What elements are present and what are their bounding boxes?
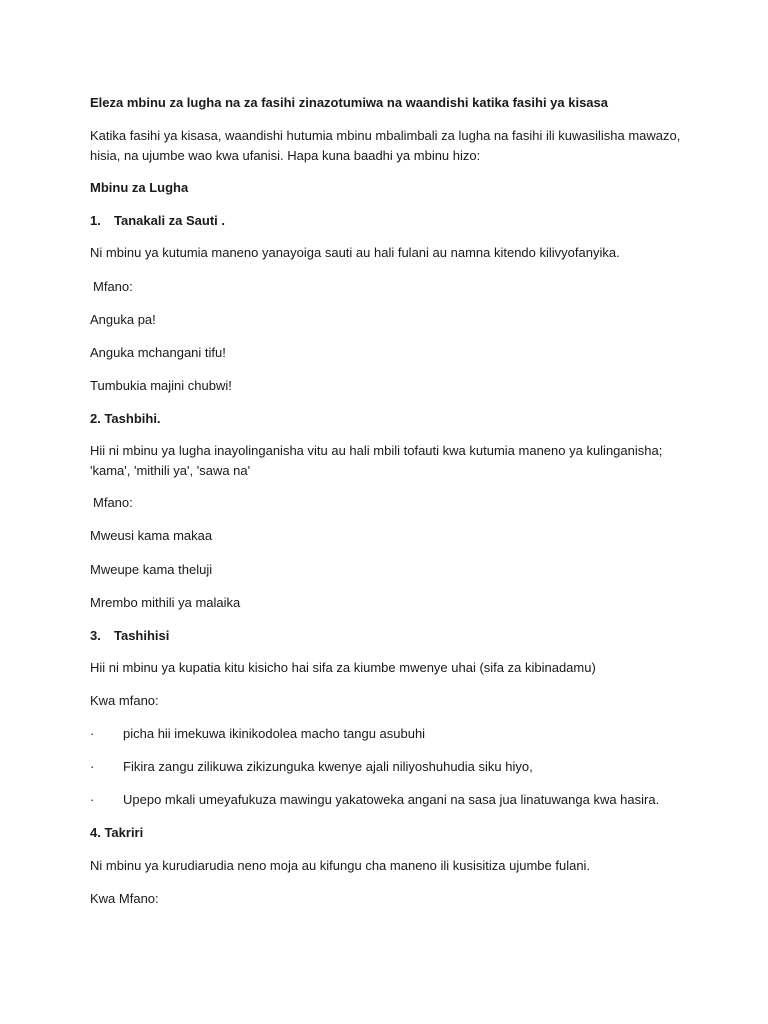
item-1-example: Anguka pa! bbox=[90, 312, 156, 327]
intro-line-1: Katika fasihi ya kisasa, waandishi hutumia mbinu mbalimbali za lugha na fasihi ili kuwasilisha mawazo, bbox=[90, 128, 681, 143]
section-heading: Mbinu za Lugha bbox=[90, 180, 189, 195]
item-1-heading bbox=[90, 211, 668, 231]
bullet-item bbox=[90, 724, 668, 744]
item-2-description-line-2: 'kama', 'mithili ya', 'sawa na' bbox=[90, 463, 251, 478]
item-2-example: Mweusi kama makaa bbox=[90, 528, 213, 543]
intro-line-2: hisia, na ujumbe wao kwa ufanisi. Hapa kuna baadhi ya mbinu hizo: bbox=[90, 148, 481, 163]
item-2-example: Mweupe kama theluji bbox=[90, 562, 213, 577]
item-4-description: Ni mbinu ya kurudiarudia neno moja au kifungu cha maneno ili kusisitiza ujumbe fulani. bbox=[90, 858, 591, 873]
item-1-title: Tanakali za Sauti . bbox=[114, 213, 226, 228]
item-3-description: Hii ni mbinu ya kupatia kitu kisicho hai sifa za kiumbe mwenye uhai (sifa za kibinadamu) bbox=[90, 660, 596, 675]
item-1-example: Tumbukia majini chubwi! bbox=[90, 378, 232, 393]
item-1-example: Anguka mchangani tifu! bbox=[90, 345, 226, 360]
item-2-example-label: Mfano: bbox=[93, 495, 133, 510]
item-1-example-label: Mfano: bbox=[93, 279, 133, 294]
bullet-dot: · bbox=[90, 792, 95, 807]
item-4-heading: 4. Takriri bbox=[90, 825, 144, 840]
item-2-example: Mrembo mithili ya malaika bbox=[90, 595, 241, 610]
item-2-heading: 2. Tashbihi. bbox=[90, 411, 161, 426]
bullet-item bbox=[90, 790, 668, 810]
item-1-description: Ni mbinu ya kutumia maneno yanayoiga sauti au hali fulani au namna kitendo kilivyofanyika. bbox=[90, 245, 620, 260]
item-3-heading bbox=[90, 626, 668, 646]
document-title: Eleza mbinu za lugha na za fasihi zinazotumiwa na waandishi katika fasihi ya kisasa bbox=[90, 95, 609, 110]
item-3-title: Tashihisi bbox=[114, 628, 170, 643]
bullet-text: Fikira zangu zilikuwa zikizunguka kwenye ajali niliyoshuhudia siku hiyo, bbox=[123, 759, 533, 774]
bullet-text: picha hii imekuwa ikinikodolea macho tangu asubuhi bbox=[123, 726, 426, 741]
bullet-text: Upepo mkali umeyafukuza mawingu yakatoweka angani na sasa jua linatuwanga kwa hasira. bbox=[123, 792, 660, 807]
item-1-number: 1. bbox=[90, 213, 101, 228]
item-3-number: 3. bbox=[90, 628, 101, 643]
bullet-dot: · bbox=[90, 759, 95, 774]
bullet-item bbox=[90, 757, 668, 777]
item-2-description-line-1: Hii ni mbinu ya lugha inayolinganisha vitu au hali mbili tofauti kwa kutumia maneno ya kulinganisha; bbox=[90, 443, 663, 458]
bullet-dot: · bbox=[90, 726, 95, 741]
item-4-example-label: Kwa Mfano: bbox=[90, 891, 159, 906]
item-3-example-label: Kwa mfano: bbox=[90, 693, 159, 708]
